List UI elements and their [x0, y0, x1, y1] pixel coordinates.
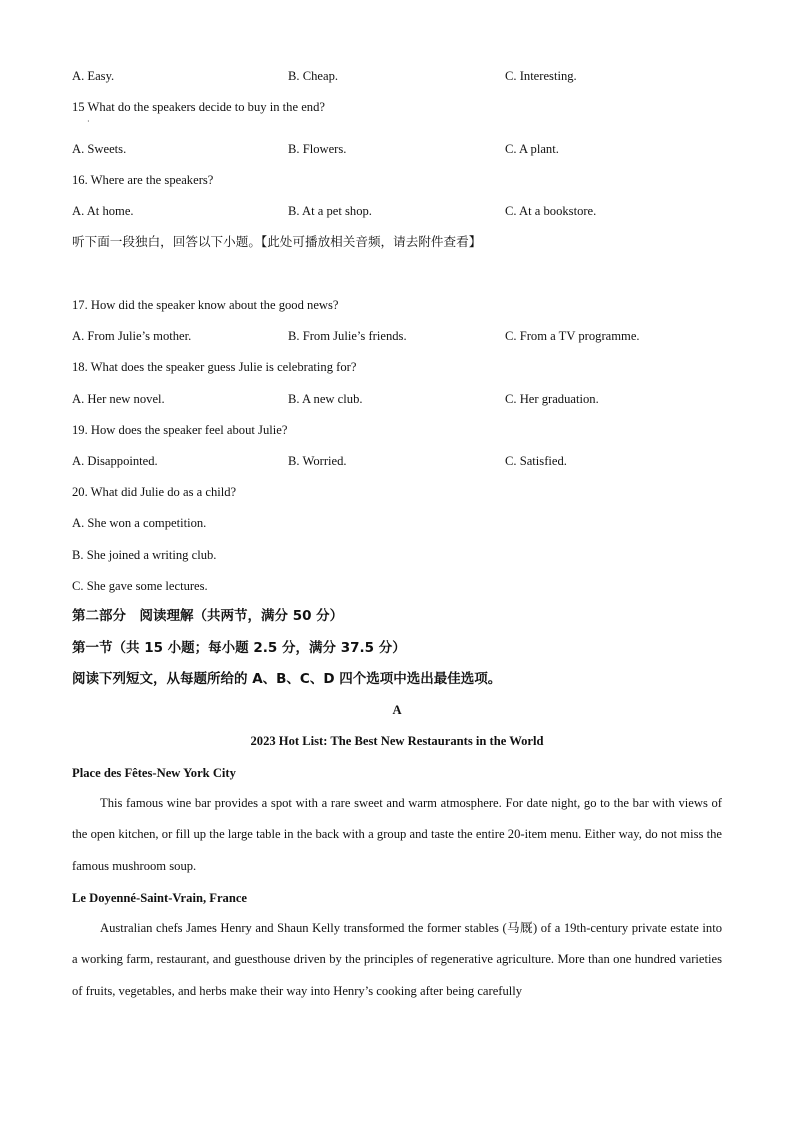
q16-option-a: A. At home. [72, 204, 134, 218]
restaurant2-name: Le Doyenné-Saint-Vrain, France [72, 891, 248, 905]
monologue-instruction: 听下面一段独白，回答以下小题。【此处可播放相关音频，请去附件查看】 [72, 234, 482, 249]
q15-option-b: B. Flowers. [288, 142, 347, 156]
q17-question: 17. How did the speaker know about the good news? [72, 298, 339, 312]
q20-question: 20. What did Julie do as a child? [72, 485, 237, 499]
stray-dot: · [87, 117, 90, 126]
q18-option-b: B. A new club. [288, 392, 363, 406]
q15-option-a: A. Sweets. [72, 142, 127, 156]
q16-option-b: B. At a pet shop. [288, 204, 372, 218]
q14-option-b: B. Cheap. [288, 69, 339, 83]
q14-option-a: A. Easy. [72, 69, 115, 83]
restaurant2-text: Australian chefs James Henry and Shaun Kelly transformed the former stables (马厩) of a 19th-century private estate into a working farm, restaurant, and guesthouse driven by the principles of regenerative agriculture. More than one hundred varieties of fruits, vegetables, and herbs make their way into Henry’s cooking after being carefully [72, 921, 722, 998]
q18-option-c: C. Her graduation. [505, 392, 599, 406]
q15-option-c: C. A plant. [505, 142, 559, 156]
q15-question: 15 What do the speakers decide to buy in the end? [72, 100, 325, 114]
q16-option-c: C. At a bookstore. [505, 204, 597, 218]
passage-label: A [392, 703, 402, 717]
restaurant1-name: Place des Fêtes-New York City [72, 766, 236, 780]
restaurant1-paragraph [72, 788, 722, 882]
q19-option-b: B. Worried. [288, 454, 347, 468]
part2-title: 第二部分 阅读理解（共两节，满分 50 分） [72, 608, 344, 624]
q19-option-a: A. Disappointed. [72, 454, 158, 468]
q14-option-c: C. Interesting. [505, 69, 577, 83]
q17-option-c: C. From a TV programme. [505, 329, 640, 343]
q20-option-c: C. She gave some lectures. [72, 579, 208, 593]
q16-question: 16. Where are the speakers? [72, 173, 214, 187]
passage-title: 2023 Hot List: The Best New Restaurants in the World [250, 734, 544, 748]
section1-instruction: 阅读下列短文，从每题所给的 A、B、C、D 四个选项中选出最佳选项。 [72, 671, 502, 687]
q18-question: 18. What does the speaker guess Julie is celebrating for? [72, 360, 357, 374]
restaurant2-paragraph [72, 913, 722, 1007]
q20-option-a: A. She won a competition. [72, 516, 207, 530]
restaurant1-text: This famous wine bar provides a spot with a rare sweet and warm atmosphere. For date night, go to the bar with views of the open kitchen, or fill up the large table in the back with a group and taste the entire 20-item menu. Either way, do not miss the famous mushroom soup. [72, 796, 722, 873]
q17-option-a: A. From Julie’s mother. [72, 329, 192, 343]
q18-option-a: A. Her new novel. [72, 392, 165, 406]
q20-option-b: B. She joined a writing club. [72, 548, 217, 562]
q17-option-b: B. From Julie’s friends. [288, 329, 407, 343]
q19-question: 19. How does the speaker feel about Julie? [72, 423, 288, 437]
section1-title: 第一节（共 15 小题；每小题 2.5 分，满分 37.5 分） [72, 640, 406, 656]
q19-option-c: C. Satisfied. [505, 454, 567, 468]
